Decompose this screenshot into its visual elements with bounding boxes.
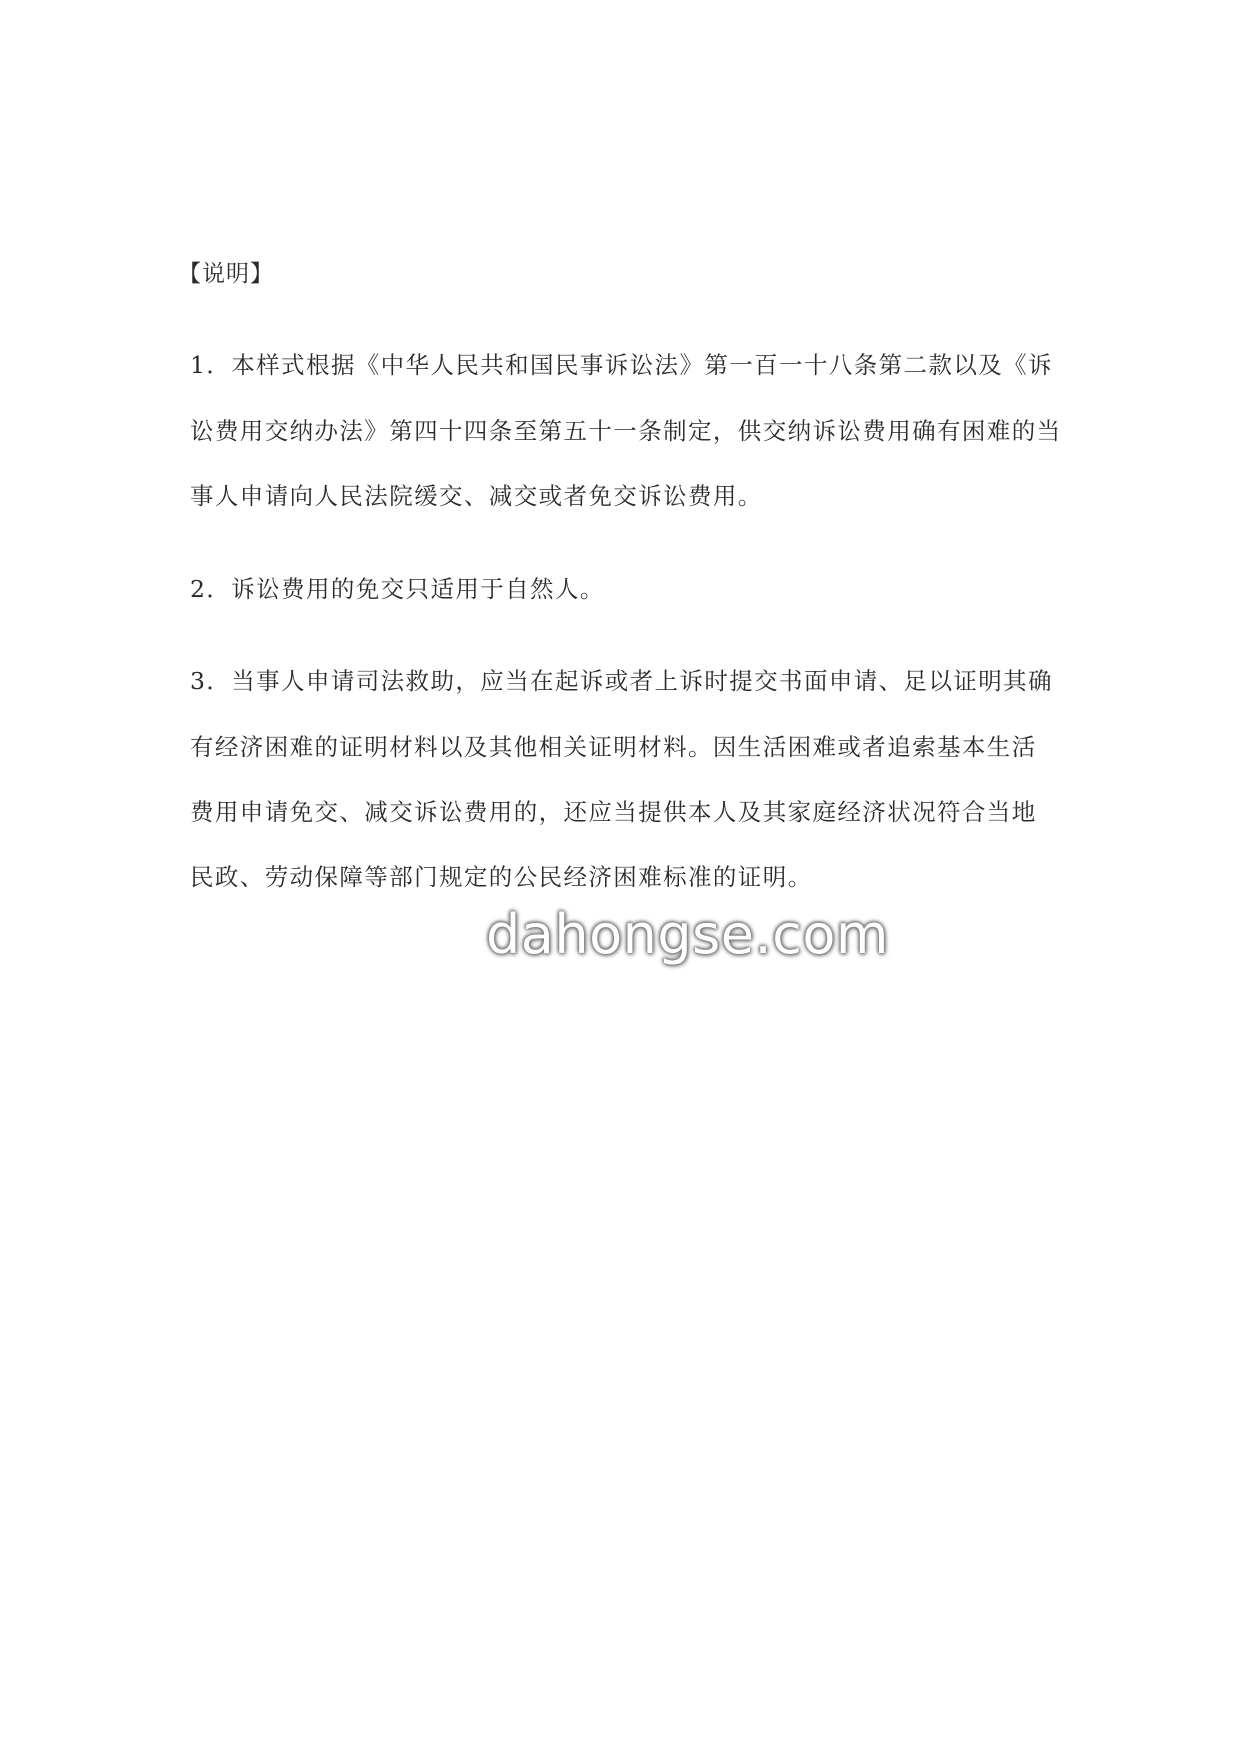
section-heading: 【说明】 [178,261,274,287]
note-1-line-2: 讼费用交纳办法》第四十四条至第五十一条制定，供交纳诉讼费用确有困难的当 [190,417,1062,445]
note-3-line-2: 有经济困难的证明材料以及其他相关证明材料。因生活困难或者追索基本生活 [190,733,1037,761]
note-2-line-1: 2．诉讼费用的免交只适用于自然人。 [190,575,605,603]
note-1-line-3: 事人申请向人民法院缓交、减交或者免交诉讼费用。 [190,482,763,510]
watermark: dahongse.com [486,903,889,966]
note-3-line-3: 费用申请免交、减交诉讼费用的，还应当提供本人及其家庭经济状况符合当地 [190,798,1037,826]
note-1-line-1: 1．本样式根据《中华人民共和国民事诉讼法》第一百一十八条第二款以及《诉 [190,351,1053,379]
note-3-line-1: 3．当事人申请司法救助，应当在起诉或者上诉时提交书面申请、足以证明其确 [190,667,1053,695]
note-3-line-4: 民政、劳动保障等部门规定的公民经济困难标准的证明。 [190,863,813,891]
